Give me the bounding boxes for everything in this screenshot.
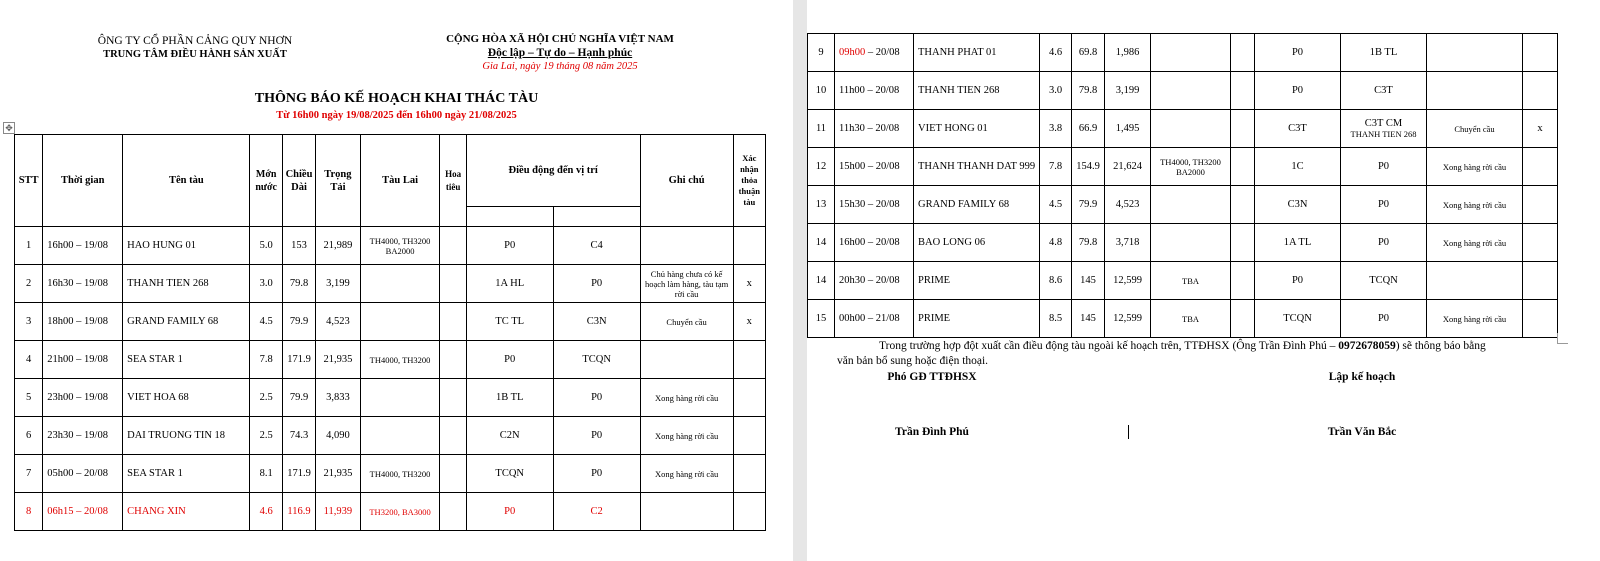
cell-length: 171.9 <box>282 455 315 493</box>
cell-note: Xong hàng rời cầu <box>640 379 733 417</box>
cell-time <box>835 186 914 224</box>
cell-stt: 14 <box>808 262 835 300</box>
cell-length: 79.8 <box>1072 224 1105 262</box>
cell-note: Chủ hàng chưa có kế hoạch làm hàng, tàu tạm rời cầu <box>640 265 733 303</box>
cell-length: 66.9 <box>1072 110 1105 148</box>
cell-note: Xong hàng rời cầu <box>1427 300 1523 338</box>
cell-pilot <box>440 303 466 341</box>
cell-draft: 4.6 <box>250 493 282 531</box>
cell-note <box>1427 262 1523 300</box>
cell-note <box>640 341 733 379</box>
time-text: 00h00 – 21/08 <box>839 313 900 324</box>
table-row <box>808 72 1558 110</box>
cell-confirm <box>1523 262 1558 300</box>
col-move: Điều động đến vị trí <box>466 135 640 207</box>
cell-draft: 7.8 <box>1040 148 1072 186</box>
col-tug: Tàu Lai <box>360 135 440 227</box>
cell-move-to: P0 <box>553 265 640 303</box>
cell-length: 79.9 <box>282 379 315 417</box>
cell-tug <box>1151 34 1231 72</box>
cell-length: 79.8 <box>282 265 315 303</box>
footer-note: Trong trường hợp đột xuất cần điều động tàu ngoài kế hoạch trên, TTĐHSX (Ông Trần Đình Phú – 0972678059) sẽ thông báo bằng văn bản bổ sung hoặc điện thoại. <box>837 340 1486 367</box>
cell-time: 23h30 – 19/08 <box>43 417 123 455</box>
table-row <box>808 186 1558 224</box>
cell-length: 145 <box>1072 300 1105 338</box>
cell-confirm <box>1523 34 1558 72</box>
cell-move-to <box>1341 34 1427 72</box>
cell-time <box>835 72 914 110</box>
cell-ship: PRIME <box>914 262 1040 300</box>
cell-length: 154.9 <box>1072 148 1105 186</box>
cell-tonnage: 21,935 <box>316 455 360 493</box>
cell-move-from: C2N <box>466 417 553 455</box>
cell-pilot <box>440 455 466 493</box>
nation-motto <box>420 32 700 74</box>
cell-ship: BAO LONG 06 <box>914 224 1040 262</box>
cell-move-to <box>1341 110 1427 148</box>
cell-time: 06h15 – 20/08 <box>43 493 123 531</box>
cell-tonnage: 1,495 <box>1105 110 1151 148</box>
cell-confirm <box>733 379 765 417</box>
cell-length: 69.8 <box>1072 34 1105 72</box>
cell-move-to: P0 <box>553 455 640 493</box>
table-row <box>15 227 766 265</box>
signer-left-name: Trần Đình Phú <box>895 426 969 438</box>
cell-move-from: TCQN <box>1255 300 1341 338</box>
time-text: 15h00 – 20/08 <box>839 161 900 172</box>
col-ship: Tên tàu <box>123 135 250 227</box>
cell-stt: 2 <box>15 265 43 303</box>
move-to-main: C3T CM <box>1364 118 1403 129</box>
col-length: Chiều Dài <box>282 135 315 227</box>
cell-move-from: P0 <box>1255 72 1341 110</box>
cell-pilot <box>440 493 466 531</box>
cell-length: 74.3 <box>282 417 315 455</box>
table-row <box>15 417 766 455</box>
company-name <box>80 34 310 62</box>
time-text: 16h00 – 20/08 <box>839 237 900 248</box>
cell-draft: 4.8 <box>1040 224 1072 262</box>
cell-tonnage: 3,833 <box>316 379 360 417</box>
table-move-handle-icon[interactable]: ✥ <box>3 122 15 134</box>
time-text: – 20/08 <box>865 47 900 58</box>
cell-ship: GRAND FAMILY 68 <box>914 186 1040 224</box>
cell-draft: 3.8 <box>1040 110 1072 148</box>
cell-ship: CHANG XIN <box>123 493 250 531</box>
cell-move-to: C2 <box>553 493 640 531</box>
cell-tonnage: 4,523 <box>316 303 360 341</box>
table-row <box>808 148 1558 186</box>
cell-draft: 5.0 <box>250 227 282 265</box>
cell-draft: 3.0 <box>1040 72 1072 110</box>
cell-tug: TH3200, BA3000 <box>360 493 440 531</box>
cell-stt: 9 <box>808 34 835 72</box>
col-stt: STT <box>15 135 43 227</box>
cell-time <box>835 148 914 186</box>
move-to-main: 1B TL <box>1369 47 1398 58</box>
cell-pilot <box>1231 186 1255 224</box>
table-row <box>15 265 766 303</box>
time-text: 20h30 – 20/08 <box>839 275 900 286</box>
cell-ship: SEA STAR 1 <box>123 341 250 379</box>
cell-stt: 4 <box>15 341 43 379</box>
cell-length: 171.9 <box>282 341 315 379</box>
cell-stt: 3 <box>15 303 43 341</box>
cell-tug: TBA <box>1151 262 1231 300</box>
move-to-sub: THANH TIEN 268 <box>1350 129 1417 139</box>
cell-confirm: x <box>1523 110 1558 148</box>
col-note: Ghi chú <box>640 135 733 227</box>
cell-tonnage: 4,523 <box>1105 186 1151 224</box>
cell-move-to <box>1341 224 1427 262</box>
table-row <box>15 303 766 341</box>
cell-tonnage: 1,986 <box>1105 34 1151 72</box>
cell-confirm <box>1523 72 1558 110</box>
cell-stt: 11 <box>808 110 835 148</box>
cell-tug: TH4000, TH3200 <box>360 455 440 493</box>
cell-time <box>835 262 914 300</box>
table-resize-corner-icon[interactable] <box>1557 333 1568 344</box>
cell-move-to <box>1341 72 1427 110</box>
cell-ship: VIET HONG 01 <box>914 110 1040 148</box>
document-page-1 <box>0 0 793 561</box>
table-row <box>808 262 1558 300</box>
cell-move-to <box>1341 148 1427 186</box>
col-confirm: Xác nhận thỏa thuận tàu <box>733 135 765 227</box>
cell-note: Xong hàng rời cầu <box>640 455 733 493</box>
cell-confirm <box>1523 300 1558 338</box>
move-to-main: P0 <box>1377 313 1390 324</box>
cell-ship: THANH PHAT 01 <box>914 34 1040 72</box>
cell-move-to <box>1341 300 1427 338</box>
cell-confirm <box>1523 186 1558 224</box>
document-page-2 <box>807 0 1600 561</box>
col-tonnage: Trọng Tải <box>316 135 360 227</box>
cell-note: Xong hàng rời cầu <box>640 417 733 455</box>
cell-time <box>835 34 914 72</box>
cell-length: 79.9 <box>1072 186 1105 224</box>
cell-time <box>835 224 914 262</box>
cell-note: Chuyển cầu <box>640 303 733 341</box>
cell-move-to: P0 <box>553 417 640 455</box>
cell-confirm: x <box>733 265 765 303</box>
cell-tonnage: 21,935 <box>316 341 360 379</box>
cell-stt: 14 <box>808 224 835 262</box>
col-move-from <box>466 207 553 227</box>
cell-pilot <box>440 379 466 417</box>
cell-time: 05h00 – 20/08 <box>43 455 123 493</box>
table-row <box>15 379 766 417</box>
cell-length: 153 <box>282 227 315 265</box>
time-text: 11h30 – 20/08 <box>839 123 900 134</box>
cell-draft: 3.0 <box>250 265 282 303</box>
cell-tug: TH4000, TH3200 <box>360 341 440 379</box>
text-cursor <box>1128 425 1129 439</box>
nation-line-1: CỘNG HÒA XÃ HỘI CHỦ NGHĨA VIỆT NAM <box>446 33 674 45</box>
col-time: Thời gian <box>43 135 123 227</box>
cell-draft: 8.5 <box>1040 300 1072 338</box>
company-line-1: ÔNG TY CỔ PHẦN CẢNG QUY NHƠN <box>97 35 293 47</box>
cell-pilot <box>1231 224 1255 262</box>
cell-ship: THANH THANH DAT 999 <box>914 148 1040 186</box>
notice-subtitle: Từ 16h00 ngày 19/08/2025 đến 16h00 ngày 21/08/2025 <box>276 110 517 121</box>
col-draft: Mớn nước <box>250 135 282 227</box>
move-to-main: P0 <box>1377 161 1390 172</box>
move-to-main: P0 <box>1377 199 1390 210</box>
cell-move-from: P0 <box>1255 34 1341 72</box>
cell-tonnage: 21,624 <box>1105 148 1151 186</box>
cell-stt: 12 <box>808 148 835 186</box>
cell-tug <box>1151 186 1231 224</box>
company-line-2: TRUNG TÂM ĐIỀU HÀNH SẢN XUẤT <box>103 49 287 60</box>
cell-note <box>1427 34 1523 72</box>
cell-stt: 15 <box>808 300 835 338</box>
cell-ship: THANH TIEN 268 <box>914 72 1040 110</box>
cell-stt: 13 <box>808 186 835 224</box>
cell-draft: 4.5 <box>250 303 282 341</box>
cell-tug: TH4000, TH3200 BA2000 <box>360 227 440 265</box>
cell-tug <box>1151 72 1231 110</box>
cell-tug: TBA <box>1151 300 1231 338</box>
col-pilot: Hoa tiêu <box>440 135 466 227</box>
cell-stt: 6 <box>15 417 43 455</box>
notice-title: THÔNG BÁO KẾ HOẠCH KHAI THÁC TÀU <box>254 91 539 106</box>
cell-confirm <box>1523 148 1558 186</box>
schedule-table-page-2 <box>807 33 1558 338</box>
move-to-main: TCQN <box>1369 275 1398 286</box>
cell-stt: 8 <box>15 493 43 531</box>
cell-time <box>835 300 914 338</box>
cell-pilot <box>1231 300 1255 338</box>
cell-move-from: 1B TL <box>466 379 553 417</box>
cell-time: 16h00 – 19/08 <box>43 227 123 265</box>
cell-move-to: P0 <box>553 379 640 417</box>
cell-tonnage: 12,599 <box>1105 300 1151 338</box>
date-line: Gia Lai, ngày 19 tháng 08 năm 2025 <box>482 61 638 72</box>
cell-note: Xong hàng rời cầu <box>1427 148 1523 186</box>
cell-tonnage: 12,599 <box>1105 262 1151 300</box>
cell-time: 23h00 – 19/08 <box>43 379 123 417</box>
cell-length: 116.9 <box>282 493 315 531</box>
cell-move-to <box>1341 186 1427 224</box>
cell-note <box>640 227 733 265</box>
time-text: 11h00 – 20/08 <box>839 85 900 96</box>
cell-tonnage: 3,718 <box>1105 224 1151 262</box>
cell-time: 18h00 – 19/08 <box>43 303 123 341</box>
cell-move-from: P0 <box>466 227 553 265</box>
cell-move-from: C3T <box>1255 110 1341 148</box>
cell-time <box>835 110 914 148</box>
cell-note <box>640 493 733 531</box>
cell-confirm <box>733 493 765 531</box>
cell-tug <box>360 379 440 417</box>
cell-move-from: 1A HL <box>466 265 553 303</box>
time-highlight: 09h00 <box>839 47 866 58</box>
cell-note: Xong hàng rời cầu <box>1427 186 1523 224</box>
cell-tonnage: 4,090 <box>316 417 360 455</box>
cell-move-from: C3N <box>1255 186 1341 224</box>
cell-note <box>1427 72 1523 110</box>
cell-move-to <box>1341 262 1427 300</box>
cell-confirm <box>1523 224 1558 262</box>
table-row <box>808 300 1558 338</box>
cell-tonnage: 3,199 <box>316 265 360 303</box>
cell-draft: 4.5 <box>1040 186 1072 224</box>
cell-draft: 7.8 <box>250 341 282 379</box>
cell-tonnage: 3,199 <box>1105 72 1151 110</box>
cell-confirm <box>733 455 765 493</box>
move-to-main: C3T <box>1374 85 1393 96</box>
cell-time: 16h30 – 19/08 <box>43 265 123 303</box>
nation-line-2: Độc lập – Tự do – Hạnh phúc <box>487 47 633 59</box>
cell-pilot <box>440 265 466 303</box>
cell-stt: 7 <box>15 455 43 493</box>
cell-ship: DAI TRUONG TIN 18 <box>123 417 250 455</box>
cell-stt: 5 <box>15 379 43 417</box>
cell-confirm <box>733 227 765 265</box>
cell-pilot <box>1231 110 1255 148</box>
signer-right-title: Lập kế hoạch <box>1328 371 1396 383</box>
table-row <box>15 455 766 493</box>
schedule-table-page-1 <box>14 134 766 531</box>
cell-move-to: C3N <box>553 303 640 341</box>
cell-pilot <box>440 227 466 265</box>
cell-move-to: C4 <box>553 227 640 265</box>
cell-ship: VIET HOA 68 <box>123 379 250 417</box>
cell-draft: 8.6 <box>1040 262 1072 300</box>
cell-pilot <box>440 341 466 379</box>
cell-confirm <box>733 417 765 455</box>
cell-note: Chuyển cầu <box>1427 110 1523 148</box>
cell-ship: THANH TIEN 268 <box>123 265 250 303</box>
cell-move-from: 1C <box>1255 148 1341 186</box>
cell-tug: TH4000, TH3200 BA2000 <box>1151 148 1231 186</box>
cell-tug <box>360 303 440 341</box>
signer-right-name: Trần Văn Bắc <box>1327 426 1397 438</box>
cell-pilot <box>440 417 466 455</box>
cell-move-from: TCQN <box>466 455 553 493</box>
table-row <box>15 341 766 379</box>
cell-length: 79.8 <box>1072 72 1105 110</box>
cell-draft: 8.1 <box>250 455 282 493</box>
cell-confirm <box>733 341 765 379</box>
cell-ship: HAO HUNG 01 <box>123 227 250 265</box>
cell-move-to: TCQN <box>553 341 640 379</box>
cell-move-from: P0 <box>1255 262 1341 300</box>
cell-pilot <box>1231 72 1255 110</box>
cell-move-from: TC TL <box>466 303 553 341</box>
cell-note: Xong hàng rời cầu <box>1427 224 1523 262</box>
cell-move-from: P0 <box>466 493 553 531</box>
cell-tonnage: 21,989 <box>316 227 360 265</box>
cell-ship: GRAND FAMILY 68 <box>123 303 250 341</box>
col-move-to <box>553 207 640 227</box>
cell-stt: 1 <box>15 227 43 265</box>
table-row <box>808 224 1558 262</box>
cell-ship: PRIME <box>914 300 1040 338</box>
cell-tug <box>1151 224 1231 262</box>
signer-left-title: Phó GĐ TTĐHSX <box>887 371 977 383</box>
contact-phone: 0972678059 <box>1338 340 1396 352</box>
move-to-main: P0 <box>1377 237 1390 248</box>
cell-pilot <box>1231 262 1255 300</box>
cell-draft: 2.5 <box>250 417 282 455</box>
table-row <box>808 34 1558 72</box>
cell-ship: SEA STAR 1 <box>123 455 250 493</box>
cell-tonnage: 11,939 <box>316 493 360 531</box>
cell-tug <box>1151 110 1231 148</box>
table-row <box>808 110 1558 148</box>
cell-pilot <box>1231 148 1255 186</box>
cell-time: 21h00 – 19/08 <box>43 341 123 379</box>
time-text: 15h30 – 20/08 <box>839 199 900 210</box>
cell-draft: 4.6 <box>1040 34 1072 72</box>
cell-length: 145 <box>1072 262 1105 300</box>
cell-tug <box>360 417 440 455</box>
cell-move-from: 1A TL <box>1255 224 1341 262</box>
table-row <box>15 493 766 531</box>
cell-draft: 2.5 <box>250 379 282 417</box>
cell-pilot <box>1231 34 1255 72</box>
cell-confirm: x <box>733 303 765 341</box>
cell-stt: 10 <box>808 72 835 110</box>
cell-move-from: P0 <box>466 341 553 379</box>
cell-length: 79.9 <box>282 303 315 341</box>
cell-tug <box>360 265 440 303</box>
